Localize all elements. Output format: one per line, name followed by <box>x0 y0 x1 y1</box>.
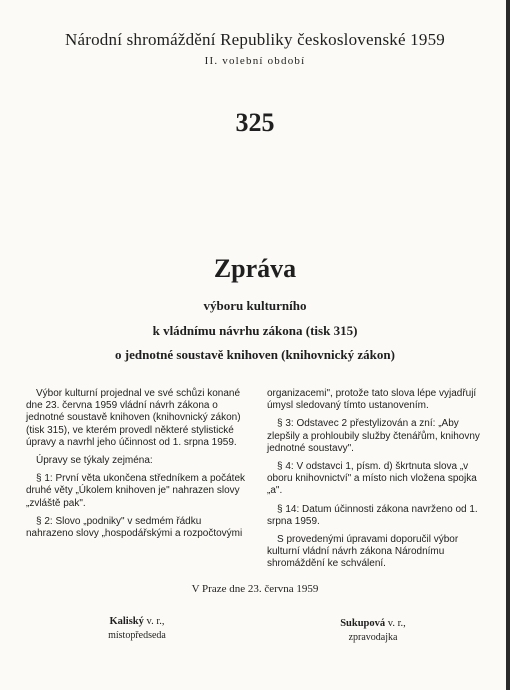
signatory-role: zpravodajka <box>348 632 398 643</box>
signatory-name: Kaliský v. r., <box>109 616 165 627</box>
paragraph: § 3: Odstavec 2 přestylizován a zní: „Aby zlepšily a prohloubily služby čtenářům, knihovny jednotné soustavy". <box>267 418 480 454</box>
paragraph: § 14: Datum účinnosti zákona navrženo od 1. srpna 1959. <box>267 503 478 527</box>
paragraph: § 4: V odstavci 1, písm. d) škrtnuta slova „v oboru knihovnictví" a místo nich vložena spojka „a". <box>267 461 477 497</box>
report-title: Zpráva <box>213 254 297 283</box>
left-column <box>26 388 245 577</box>
signatory-name: Sukupová v. r., <box>340 618 406 629</box>
report-body <box>26 388 486 577</box>
electoral-term: II. volební období <box>204 55 306 67</box>
place-date: V Praze dne 23. června 1959 <box>191 583 319 595</box>
paragraph: § 1: První věta ukončena středníkem a počátek druhé věty „Úkolem knihoven je" nahrazen slovy „zvláště pak". <box>26 473 246 509</box>
paragraph: Výbor kulturní projednal ve své schůzi konané dne 23. června 1959 vládní návrh zákona o jednotné soustavě knihoven (knihovnický zákon) (tisk 315), ve kterém provedl některé stylistické úpravy a navrhl jeho účinnost od 1. srpna 1959. <box>26 388 241 448</box>
right-column <box>267 388 486 577</box>
assembly-title: Národní shromáždění Republiky československé 1959 <box>65 30 445 49</box>
proposal-line: k vládnímu návrhu zákona (tisk 315) <box>152 323 358 338</box>
signature-rapporteur <box>318 618 428 643</box>
paragraph: organizacemi", protože tato slova lépe vyjadřují úmysl sledovaný tímto ustanovením. <box>267 388 477 412</box>
committee-line: výboru kulturního <box>203 298 307 313</box>
signatory-role: místopředseda <box>108 630 166 641</box>
signature-vice-chair <box>82 616 192 641</box>
paragraph: S provedenými úpravami doporučil výbor kulturní vládní návrh zákona Národnímu shromáždění ke schválení. <box>267 534 459 570</box>
subject-line: o jednotné soustavě knihoven (knihovnický zákon) <box>115 347 395 362</box>
paragraph: § 2: Slovo „podniky" v sedmém řádku nahrazeno slovy „hospodářskými a rozpočtovými <box>26 515 243 540</box>
paragraph: Úpravy se týkaly zejména: <box>36 455 153 467</box>
document-number: 325 <box>235 108 275 137</box>
